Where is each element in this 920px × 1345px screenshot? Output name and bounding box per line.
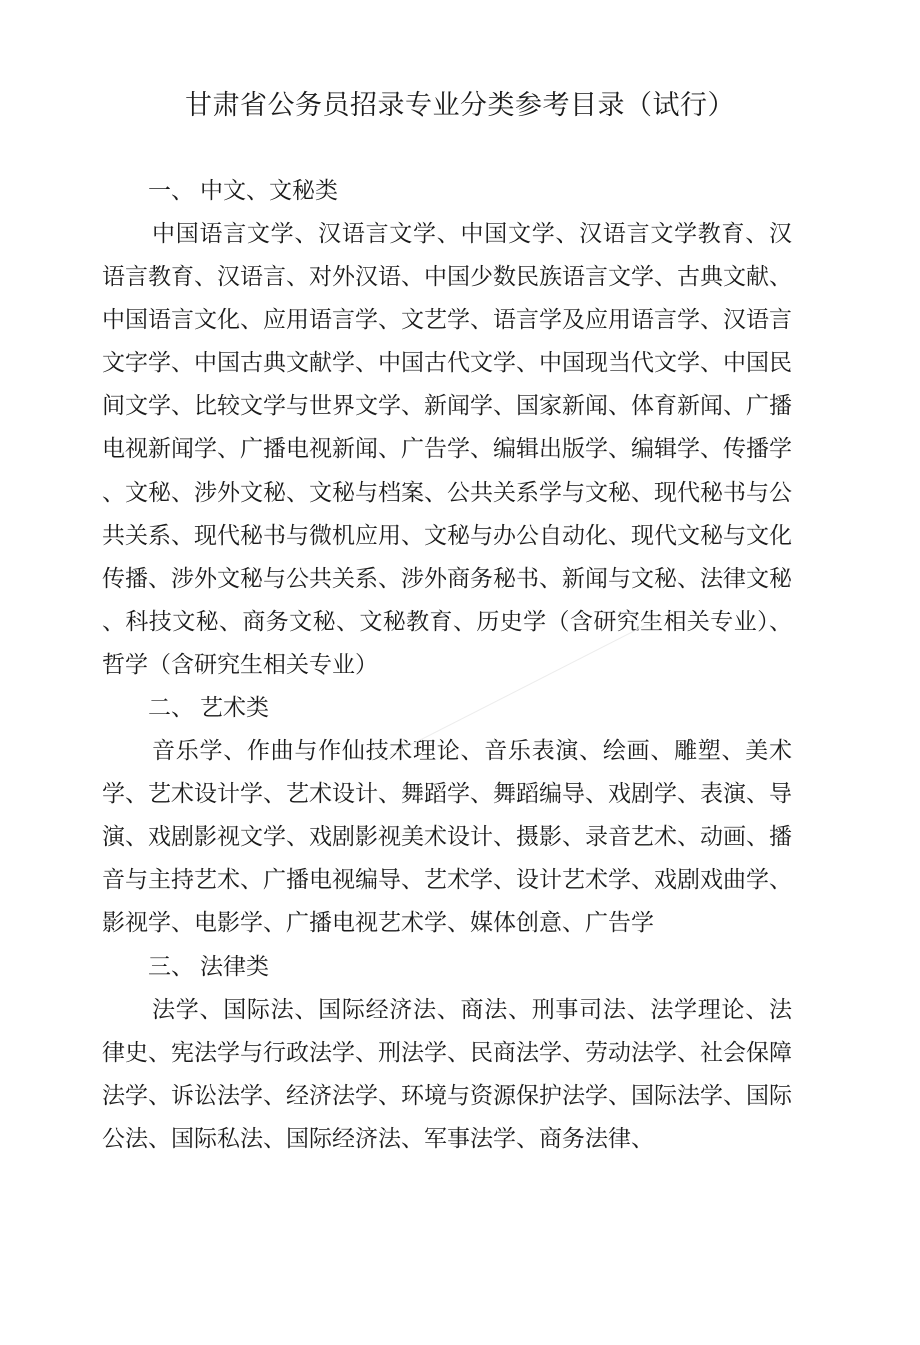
section-heading <box>102 687 792 730</box>
section-name: 艺术类 <box>200 695 269 722</box>
section-majors-text: 中国语言文学、汉语言文学、中国文学、汉语言文学教育、汉语言教育、汉语言、对外汉语、中国少数民族语言文学、古典文献、中国语言文化、应用语言学、文艺学、语言学及应用语言学、汉语言文字学、中国古典文献学、中国古代文学、中国现当代文学、中国民间文学、比较文学与世界文学、新闻学、国家新闻、体育新闻、广播电视新闻学、广播电视新闻、广告学、编辑出版学、编辑学、传播学、文秘、涉外文秘、文秘与档案、公共关系学与文秘、现代秘书与公共关系、现代秘书与微机应用、文秘与办公自动化、现代文秘与文化传播、涉外文秘与公共关系、涉外商务秘书、新闻与文秘、法律文秘、科技文秘、商务文秘、文秘教育、历史学（含研究生相关专业）、哲学（含研究生相关专业） <box>102 221 792 678</box>
section-name: 法律类 <box>200 953 269 980</box>
section-chinese-secretarial <box>102 170 792 687</box>
section-number: 一、 <box>148 178 194 204</box>
section-number: 二、 <box>148 695 194 722</box>
section-name: 中文、文秘类 <box>200 178 338 204</box>
document-body <box>102 170 792 1161</box>
section-majors-text: 音乐学、作曲与作仙技术理论、音乐表演、绘画、雕塑、美术学、艺术设计学、艺术设计、舞蹈学、舞蹈编导、戏剧学、表演、导演、戏剧影视文学、戏剧影视美术设计、摄影、录音艺术、动画、播音与主持艺术、广播电视编导、艺术学、设计艺术学、戏剧戏曲学、影视学、电影学、广播电视艺术学、媒体创意、广告学 <box>102 738 792 937</box>
section-heading <box>102 946 792 989</box>
document-title: 甘肃省公务员招录专业分类参考目录（试行） <box>185 90 735 121</box>
section-law <box>102 946 792 1161</box>
section-number: 三、 <box>148 953 194 980</box>
section-majors-text: 法学、国际法、国际经济法、商法、刑事司法、法学理论、法律史、宪法学与行政法学、刑法学、民商法学、劳动法学、社会保障法学、诉讼法学、经济法学、环境与资源保护法学、国际法学、国际公法、国际私法、国际经济法、军事法学、商务法律、 <box>102 996 792 1152</box>
section-heading <box>102 170 792 213</box>
